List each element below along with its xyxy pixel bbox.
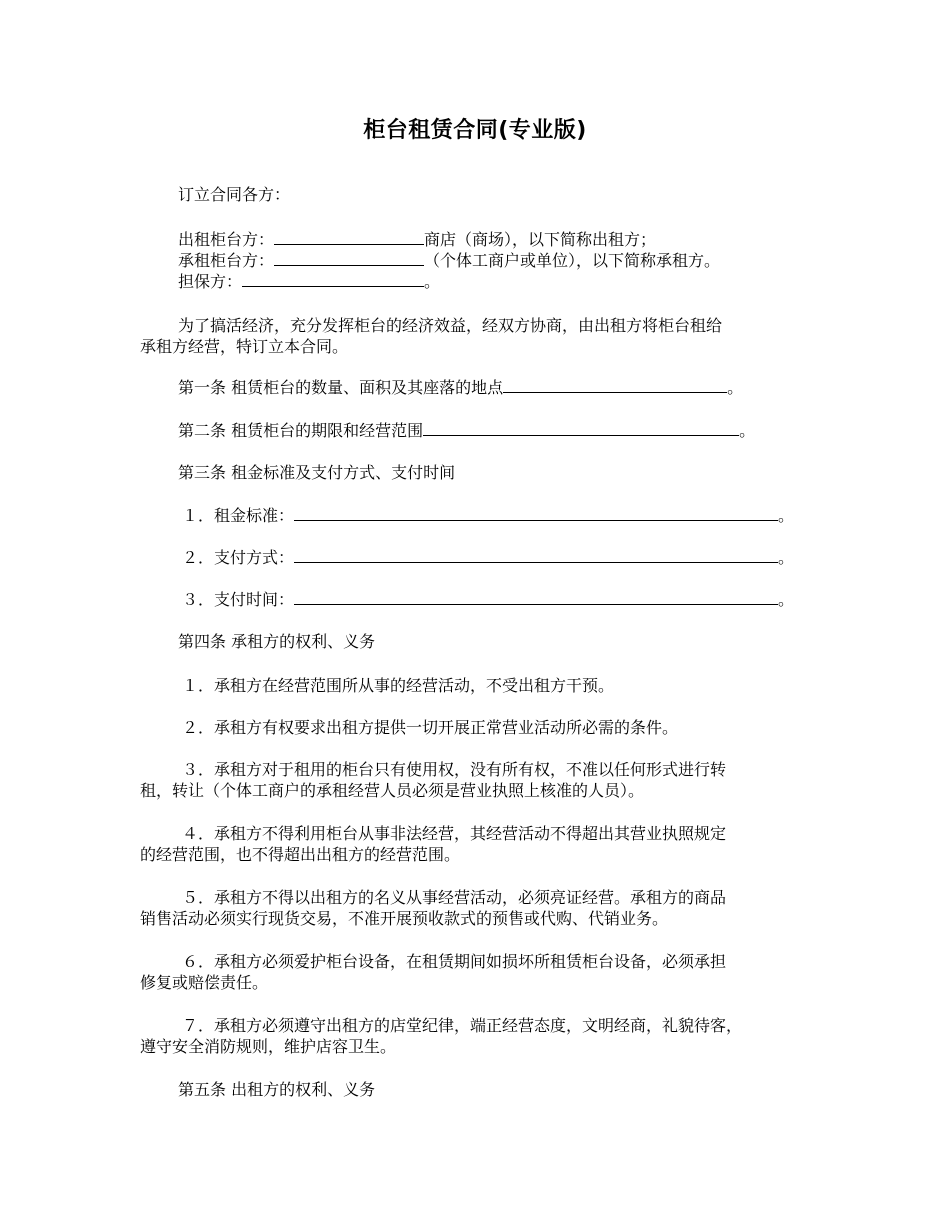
preamble-line-1: 为了搞活经济，充分发挥柜台的经济效益，经双方协商，由出租方将柜台租给: [178, 316, 723, 335]
article-2-blank[interactable]: [423, 420, 739, 436]
lessee-blank[interactable]: [274, 250, 424, 266]
article-3: 第三条 租金标准及支付方式、支付时间: [178, 463, 456, 482]
article-4-item-1: １．承租方在经营范围所从事的经营活动，不受出租方干预。: [182, 676, 615, 695]
article-2: [178, 420, 755, 442]
article-4-item-2: ２．承租方有权要求出租方提供一切开展正常营业活动所必需的条件。: [182, 718, 679, 737]
article-4-item-4-line-2: 的经营范围，也不得超出出租方的经营范围。: [140, 845, 461, 864]
article-4-item-4-line-1: ４．承租方不得利用柜台从事非法经营，其经营活动不得超出其营业执照规定: [182, 824, 727, 843]
lessee-line: [178, 250, 720, 272]
article-3-item-2-end: 。: [778, 548, 795, 567]
lessor-label: 出租柜台方：: [178, 230, 275, 249]
article-4-item-6-line-2: 修复或赔偿责任。: [140, 973, 269, 992]
article-3-item-1-label: １．租金标准：: [182, 506, 295, 525]
lessee-suffix: （个体工商户或单位），以下简称承租方。: [424, 251, 721, 270]
document-title: 柜台租赁合同(专业版): [363, 118, 587, 143]
article-4-item-7-line-2: 遵守安全消防规则，维护店容卫生。: [140, 1037, 397, 1056]
guarantor-line: [178, 271, 440, 293]
article-4-item-7-line-1: ７．承租方必须遵守出租方的店堂纪律，端正经营态度，文明经商，礼貌待客，: [182, 1016, 743, 1035]
rent-standard-blank[interactable]: [294, 505, 778, 521]
guarantor-blank[interactable]: [242, 271, 424, 287]
lessor-line: [178, 229, 656, 251]
article-1-blank[interactable]: [503, 377, 727, 393]
article-1-end: 。: [727, 378, 744, 397]
article-2-end: 。: [739, 421, 756, 440]
article-5: 第五条 出租方的权利、义务: [178, 1080, 376, 1099]
article-4-item-3-line-2: 租，转让（个体工商户的承租经营人员必须是营业执照上核准的人员）。: [140, 781, 645, 800]
article-4-item-5-line-2: 销售活动必须实行现货交易，不准开展预收款式的预售或代购、代销业务。: [140, 909, 669, 928]
article-3-item-1: [182, 505, 794, 527]
parties-heading: 订立合同各方：: [178, 185, 291, 204]
payment-time-blank[interactable]: [294, 589, 778, 605]
lessor-suffix: 商店（商场），以下简称出租方；: [424, 230, 657, 249]
guarantor-label: 担保方：: [178, 272, 243, 291]
article-3-item-2: [182, 547, 794, 569]
article-4-item-6-line-1: ６．承租方必须爱护柜台设备，在租赁期间如损坏所租赁柜台设备，必须承担: [182, 952, 727, 971]
article-3-item-3-label: ３．支付时间：: [182, 590, 295, 609]
article-4-item-5-line-1: ５．承租方不得以出租方的名义从事经营活动，必须亮证经营。承租方的商品: [182, 888, 727, 907]
article-3-item-3-end: 。: [778, 590, 795, 609]
lessee-label: 承租柜台方：: [178, 251, 275, 270]
payment-method-blank[interactable]: [294, 547, 778, 563]
preamble-line-2: 承租方经营，特订立本合同。: [140, 337, 349, 356]
article-3-item-1-end: 。: [778, 506, 795, 525]
article-3-item-3: [182, 589, 794, 611]
article-3-item-2-label: ２．支付方式：: [182, 548, 295, 567]
guarantor-suffix: 。: [424, 272, 441, 291]
article-1: [178, 377, 743, 399]
lessor-blank[interactable]: [274, 229, 424, 245]
article-4-item-3-line-1: ３．承租方对于租用的柜台只有使用权，没有所有权，不准以任何形式进行转: [182, 760, 727, 779]
article-2-text: 第二条 租赁柜台的期限和经营范围: [178, 421, 424, 440]
article-1-text: 第一条 租赁柜台的数量、面积及其座落的地点: [178, 378, 504, 397]
article-4: 第四条 承租方的权利、义务: [178, 632, 376, 651]
